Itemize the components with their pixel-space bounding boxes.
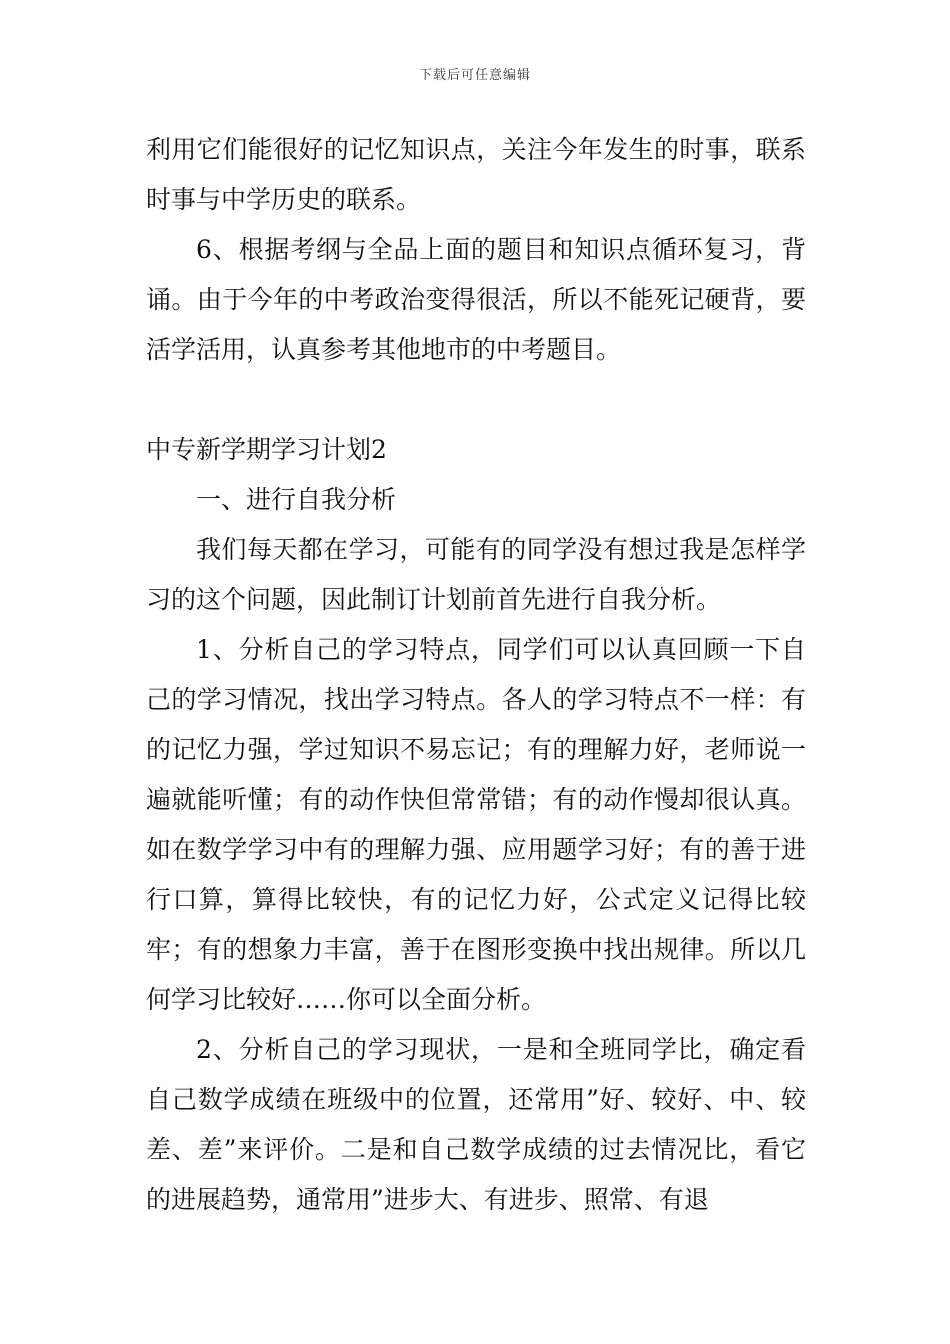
paragraph: 2、分析自己的学习现状，一是和全班同学比，确定看自己数学成绩在班级中的位置，还常用”好、较好、中、较差、差”来评价。二是和自己数学成绩的过去情况比，看它的进展趋势，通常用”进步大、有进步、照常、有退 (146, 1035, 806, 1214)
page-header: 下载后可任意编辑 (418, 68, 531, 83)
paragraph: 利用它们能很好的记忆知识点，关注今年发生的时事，联系时事与中学历史的联系。 (146, 135, 806, 214)
document-body (146, 125, 806, 1225)
paragraph: 1、分析自己的学习特点，同学们可以认真回顾一下自己的学习情况，找出学习特点。各人的学习特点不一样：有的记忆力强，学过知识不易忘记；有的理解力好，老师说一遍就能听懂；有的动作快但常常错；有的动作慢却很认真。如在数学学习中有的理解力强、应用题学习好；有的善于进行口算，算得比较快，有的记忆力好，公式定义记得比较牢；有的想象力丰富，善于在图形变换中找出规律。所以几何学习比较好……你可以全面分析。 (146, 635, 806, 1014)
paragraph: 6、根据考纲与全品上面的题目和知识点循环复习，背诵。由于今年的中考政治变得很活，所以不能死记硬背，要活学活用，认真参考其他地市的中考题目。 (146, 235, 806, 364)
paragraph: 我们每天都在学习，可能有的同学没有想过我是怎样学习的这个问题，因此制订计划前首先进行自我分析。 (146, 535, 806, 614)
section-title: 中专新学期学习计划2 (146, 435, 387, 464)
section-heading: 一、进行自我分析 (196, 485, 397, 514)
